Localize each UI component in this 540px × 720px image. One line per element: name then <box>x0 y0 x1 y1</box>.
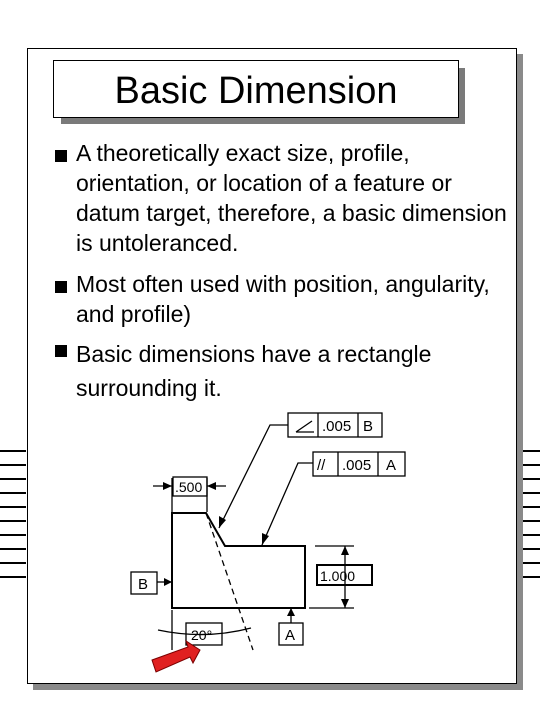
part-outline <box>172 513 305 608</box>
angularity-leader <box>219 425 288 528</box>
bullet-definition: A theoretically exact size, profile, orientation, or location of a feature or datum target, therefore, a basic dimension is untoleranced. <box>76 140 507 256</box>
red-arrow-icon <box>152 641 200 672</box>
height-basic-text: 1.000 <box>320 568 356 584</box>
angularity-datum: B <box>363 418 374 435</box>
datum-b-label: B <box>138 576 149 593</box>
width-basic-text: .500 <box>175 479 203 495</box>
angle-basic-text: 20° <box>191 627 213 643</box>
angularity-value: .005 <box>322 418 352 435</box>
bullet-usage: Most often used with position, angularity, and profile) <box>76 271 490 327</box>
parallelism-leader <box>262 463 313 545</box>
datum-a-label: A <box>285 627 296 644</box>
bullet-rectangle: Basic dimensions have a rectangle surrounding it. <box>76 341 432 401</box>
slide-title: Basic Dimension <box>114 70 398 112</box>
parallelism-datum: A <box>386 457 397 474</box>
angularity-icon <box>296 421 314 432</box>
parallelism-value: .005 <box>342 457 372 474</box>
parallelism-icon: // <box>317 457 326 474</box>
